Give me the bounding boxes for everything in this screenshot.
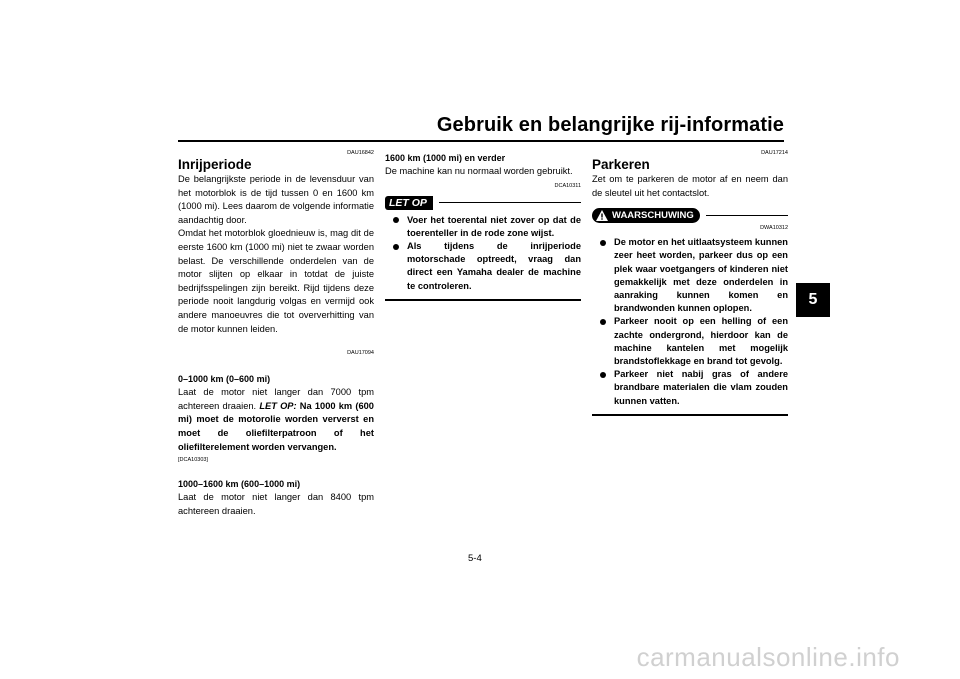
list-item [592,368,788,408]
list-item [385,240,581,293]
parkeren-paragraph: Zet om te parkeren de motor af en neem dan de sleutel uit het contactslot. [592,174,788,198]
warning-label-text: WAARSCHUWING [612,210,694,222]
list-item [592,315,788,368]
inrij-paragraph: Omdat het motorblok gloednieuw is, mag dit de eerste 1600 km (1000 mi) niet te zwaar worden belast. De verschillende onderdelen van de motor slijten op elkaar in totdat de juiste bedrijfsspelingen zijn bereikt. Rijd tijdens deze periode nooit langdurig volgas en vermijd ook andere manoeuvres die tot oververhitting van de motor kunnen leiden. [178,228,374,334]
paragraph-1000-1600: Laat de motor niet langer dan 8400 tpm achtereen draaien. [178,492,374,516]
subheading-1600: 1600 km (1000 mi) en verder [385,153,506,163]
letop-inline: LET OP: [259,400,297,411]
letop-label: LET OP [385,196,433,210]
paragraph-1600: De machine kan nu normaal worden gebruikt. [385,166,573,176]
list-item [592,236,788,315]
page-number: 5-4 [468,553,482,564]
warning-triangle-icon [596,210,608,221]
warning-code: DWA10312 [760,225,788,232]
list-item-text: De motor en het uitlaatsysteem kunnen zeer heet worden, parkeer dus op een plek waar voetgangers of kinderen niet gemakkelijk met deze onderdelen in aanraking kunnen komen en brandwonden kunnen oplopen. [614,237,788,314]
letop-list [385,214,581,293]
section-title-parkeren: Parkeren [592,157,650,172]
notice-end-rule [385,299,581,301]
paragraph-0-1000 [178,386,374,454]
section-code: DAU17094 [347,350,374,357]
intro-paragraph: De belangrijkste periode in de levensduur van het motorblok is de tijd tussen 0 en 1600 km (1000 mi). Lees daarom de volgende informatie aandachtig door. [178,174,374,225]
caution-code: [DCA10303] [178,457,208,464]
bullet-icon [600,372,606,378]
chapter-tab: 5 [796,283,830,317]
letop-notice-header [385,196,581,210]
list-item [385,214,581,240]
bullet-icon [600,319,606,325]
list-item-text: Als tijdens de inrijperiode motorschade optreedt, vraag dan direct een Yamaha dealer de machine te controleren. [407,241,581,291]
column-right [592,150,788,416]
subheading-1000-1600: 1000–1600 km (600–1000 mi) [178,479,301,490]
warning-end-rule [592,414,788,416]
list-item-text: Parkeer nooit op een helling of een zachte ondergrond, hierdoor kan de machine kantelen met mogelijk brandstoflekkage en brand tot gevolg. [614,316,788,367]
warning-list [592,236,788,408]
warning-header [592,208,788,223]
bullet-icon [600,240,606,246]
section-title-inrijperiode: Inrijperiode [178,157,252,172]
paragraph-text: Laat de motor niet langer dan 7000 tpm achtereen draaien. [178,387,374,411]
column-left [178,150,374,518]
list-item-text: Voer het toerental niet zover op dat de toerenteller in de rode zone wijst. [407,214,581,238]
warning-label [592,208,700,223]
notice-rule [439,202,581,203]
notice-rule [706,215,788,216]
bullet-icon [393,217,399,223]
subheading-0-1000: 0–1000 km (0–600 mi) [178,374,271,385]
caution-code: DCA10311 [554,182,581,189]
bullet-icon [393,244,399,250]
letop-text: Na 1000 km (600 mi) moet de motorolie worden ververst en moet de oliefilterpatroon of het oliefilterelement worden vervangen. [178,400,374,452]
section-code: DAU17214 [761,150,788,156]
section-code: DAU16842 [347,150,374,156]
page-header-title: Gebruik en belangrijke rij-informatie [436,114,784,136]
watermark: carmanualsonline.info [636,642,900,672]
list-item-text: Parkeer niet nabij gras of andere brandbare materialen die vlam zouden kunnen vatten. [614,369,788,406]
header-rule [178,140,784,142]
column-middle [385,150,581,301]
